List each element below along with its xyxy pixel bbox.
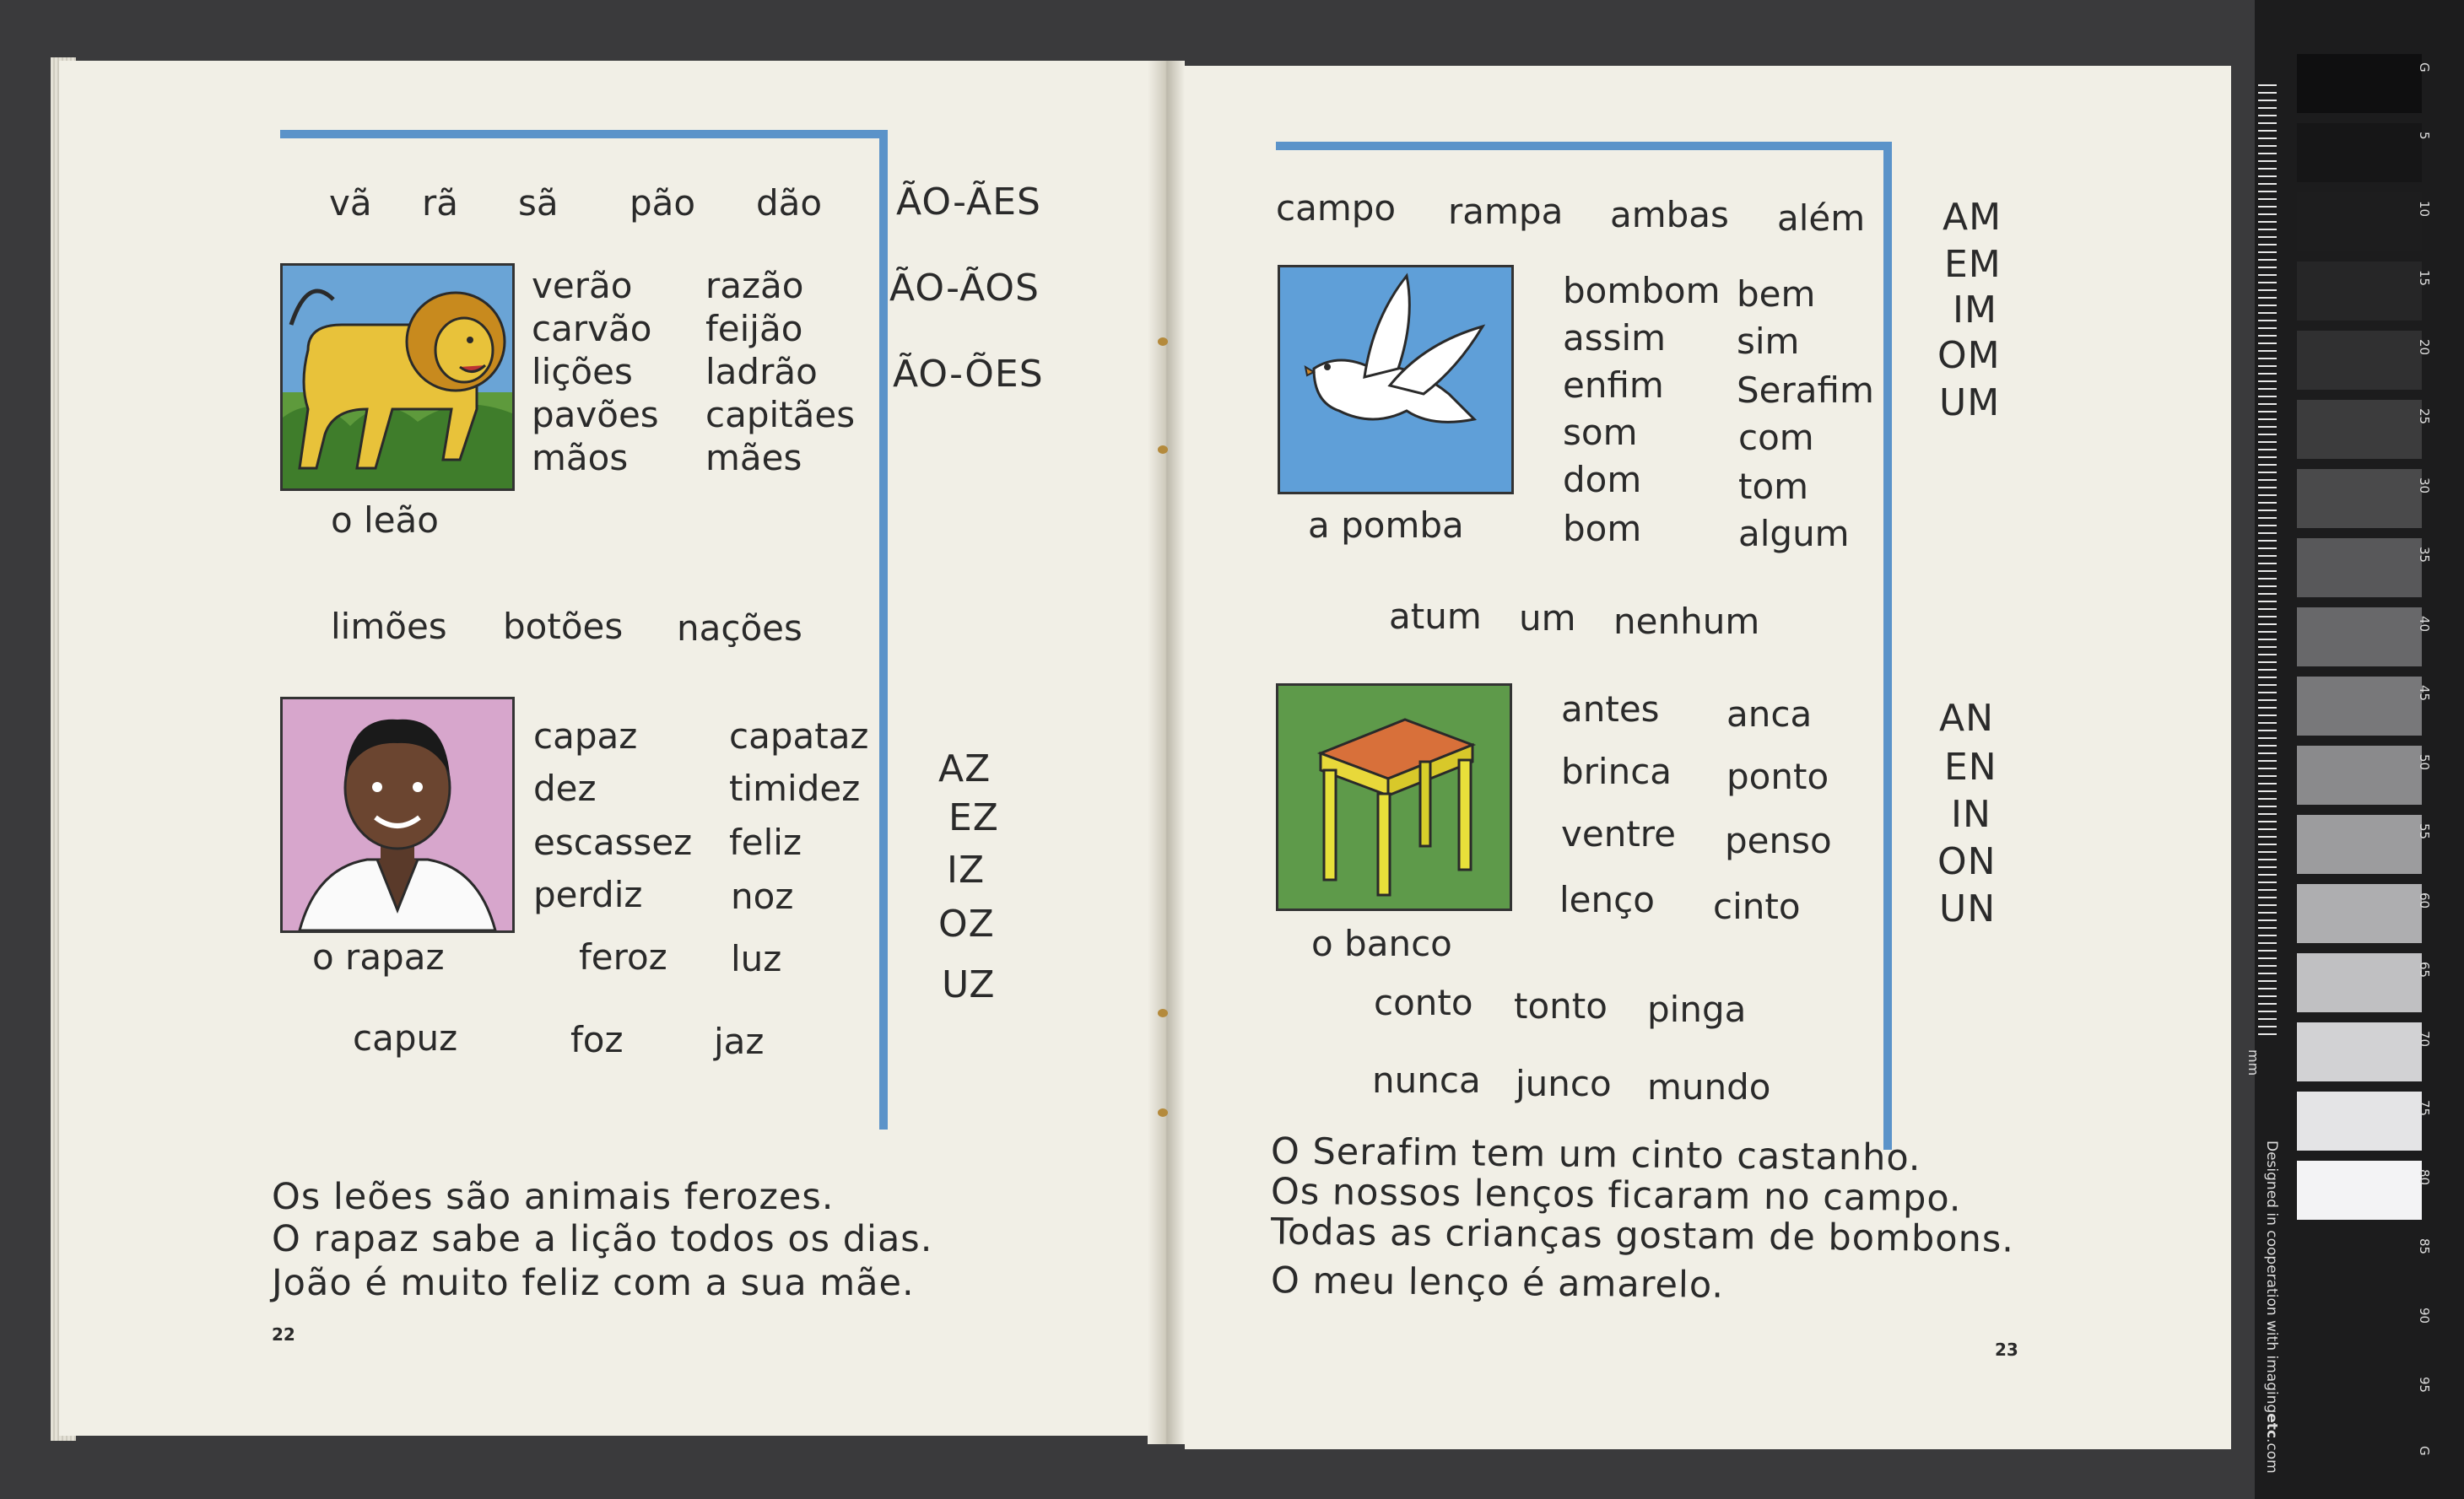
scale-label: 5 [2417, 132, 2432, 140]
credit-text [2263, 1140, 2280, 1474]
word: dez [533, 768, 597, 809]
word: foz [570, 1019, 624, 1060]
word: com [1738, 417, 1814, 458]
scale-label: 30 [2417, 477, 2432, 494]
word: lenço [1559, 879, 1655, 920]
sound-pattern: UM [1939, 381, 2001, 424]
gray-patch [2297, 677, 2422, 736]
sound-pattern: ÃO-ÃES [896, 181, 1041, 224]
word: escassez [533, 822, 693, 863]
sentence: Os nossos lenços ficaram no campo. [1270, 1170, 1962, 1221]
word: timidez [729, 768, 861, 809]
word: feijão [705, 308, 803, 349]
word: feliz [729, 822, 802, 863]
word: sim [1737, 321, 1800, 362]
word: nenhum [1613, 601, 1760, 642]
sound-pattern: AZ [938, 747, 992, 790]
word: algum [1738, 513, 1850, 554]
word: som [1563, 412, 1638, 453]
stitch [1158, 1108, 1168, 1117]
left-frame-top [280, 130, 888, 138]
sound-pattern: UZ [942, 963, 996, 1006]
word: Serafim [1737, 369, 1874, 411]
word: luz [731, 938, 782, 979]
word: tonto [1514, 985, 1608, 1027]
sound-pattern: AN [1939, 697, 1995, 740]
word: penso [1725, 820, 1832, 861]
gray-patch [2297, 400, 2422, 459]
word: verão [532, 265, 633, 306]
scale-label: 40 [2417, 616, 2432, 633]
credit-main: Designed in cooperation with imaging [2263, 1140, 2280, 1414]
word: mãos [532, 437, 629, 478]
word: vã [329, 182, 372, 224]
page-number: 23 [1995, 1340, 2018, 1360]
word: sã [518, 182, 559, 224]
scale-label: 20 [2417, 339, 2432, 356]
gray-patch [2297, 953, 2422, 1012]
word: bem [1737, 273, 1816, 315]
sentence: O meu lenço é amarelo. [1270, 1259, 1725, 1307]
word: nunca [1372, 1060, 1481, 1101]
word: botões [503, 606, 624, 647]
word: perdiz [533, 874, 643, 915]
sound-pattern: ON [1937, 840, 1997, 883]
sentence: O Serafim tem um cinto castanho. [1270, 1130, 1921, 1180]
scale-label: 60 [2417, 892, 2432, 909]
gray-patch [2297, 54, 2422, 113]
scale-label: 65 [2417, 962, 2432, 979]
word: anca [1726, 693, 1813, 735]
word: capitães [705, 394, 856, 435]
word: antes [1561, 688, 1660, 730]
stitch [1158, 337, 1168, 346]
scale-label: 80 [2417, 1169, 2432, 1186]
scale-label: 55 [2417, 823, 2432, 840]
gray-patch [2297, 815, 2422, 874]
word: um [1519, 597, 1576, 639]
left-frame-side [879, 130, 888, 1130]
word: junco [1516, 1063, 1612, 1104]
word: ventre [1561, 813, 1676, 855]
gray-patch [2297, 607, 2422, 666]
stool-icon [1278, 686, 1510, 909]
dove-icon [1280, 267, 1511, 492]
credit-brand: etc [2263, 1413, 2280, 1439]
boy-icon [283, 699, 512, 930]
sound-pattern: EN [1944, 746, 1997, 789]
word: bombom [1563, 270, 1721, 311]
gray-patch [2297, 123, 2422, 182]
mm-ruler [2258, 84, 2277, 1038]
gray-patch [2297, 1161, 2422, 1220]
stitch [1158, 1009, 1168, 1017]
caption: o leão [331, 499, 439, 541]
page-number: 22 [272, 1324, 295, 1345]
scale-label: G [2417, 1446, 2432, 1456]
scale-label: 75 [2417, 1100, 2432, 1117]
word: cinto [1713, 886, 1801, 927]
gray-patch [2297, 331, 2422, 390]
word: mundo [1647, 1066, 1771, 1108]
gray-patch [2297, 538, 2422, 597]
sound-pattern: AM [1943, 196, 2002, 239]
scale-label: 15 [2417, 270, 2432, 287]
word: atum [1389, 596, 1482, 637]
word: carvão [532, 308, 652, 349]
scale-label: 25 [2417, 408, 2432, 425]
word: dom [1563, 459, 1642, 500]
word: assim [1563, 317, 1667, 359]
word: capaz [533, 715, 638, 757]
sound-pattern: ÃO-ÃOS [889, 267, 1040, 310]
gray-patch [2297, 746, 2422, 805]
word: capataz [729, 715, 869, 757]
sound-pattern: OM [1937, 334, 2001, 377]
word: limões [331, 606, 447, 647]
word: além [1777, 197, 1866, 239]
sound-pattern: ÃO-ÕES [893, 353, 1044, 396]
word: pavões [532, 394, 659, 435]
scale-label: 45 [2417, 685, 2432, 702]
word: conto [1374, 982, 1473, 1023]
scale-label: 95 [2417, 1377, 2432, 1394]
caption: o banco [1311, 923, 1452, 964]
scale-label: 70 [2417, 1031, 2432, 1048]
stool-illustration [1276, 683, 1512, 911]
sound-pattern: EZ [948, 796, 999, 839]
sentence: O rapaz sabe a lição todos os dias. [272, 1218, 933, 1260]
lion-illustration [280, 263, 515, 491]
right-frame-top [1276, 142, 1892, 150]
word: brinca [1561, 751, 1672, 792]
boy-illustration [280, 697, 515, 933]
word: pinga [1647, 989, 1747, 1030]
word: lições [532, 351, 633, 392]
ruler-unit: mm [2245, 1049, 2261, 1076]
word: nações [677, 607, 802, 649]
word: mães [705, 437, 802, 478]
caption: a pomba [1308, 504, 1464, 546]
word: ladrão [705, 351, 818, 392]
sound-pattern: IM [1953, 288, 1997, 332]
word: noz [731, 876, 794, 917]
dove-illustration [1278, 265, 1514, 494]
scale-label: G [2417, 62, 2432, 73]
word: pão [630, 182, 696, 224]
sentence: Os leões são animais ferozes. [272, 1176, 835, 1218]
word: jaz [714, 1021, 765, 1062]
book-gutter [1148, 61, 1185, 1444]
gray-patch [2297, 192, 2422, 251]
gray-patch [2297, 1022, 2422, 1081]
gray-patch [2297, 1092, 2422, 1151]
sound-pattern: EM [1944, 243, 2002, 286]
scale-label: 90 [2417, 1308, 2432, 1324]
word: campo [1276, 187, 1397, 229]
sound-pattern: UN [1939, 887, 1997, 930]
scale-label: 10 [2417, 201, 2432, 218]
word: enfim [1563, 364, 1664, 406]
gray-patch [2297, 469, 2422, 528]
sentence: Todas as crianças gostam de bombons. [1270, 1211, 2015, 1261]
word: rã [422, 182, 459, 224]
scale-label: 50 [2417, 754, 2432, 771]
word: ambas [1610, 194, 1729, 235]
word: bom [1563, 508, 1642, 549]
word: ponto [1726, 756, 1829, 797]
right-frame-side [1883, 142, 1892, 1150]
scale-label: 85 [2417, 1238, 2432, 1255]
gray-patch [2297, 262, 2422, 321]
sound-pattern: OZ [938, 903, 995, 946]
sound-pattern: IZ [947, 849, 986, 892]
credit-suffix: .com [2263, 1438, 2280, 1474]
caption: o rapaz [312, 936, 445, 978]
sound-pattern: IN [1951, 793, 1991, 836]
sentence: João é muito feliz com a sua mãe. [272, 1262, 915, 1304]
word: tom [1738, 466, 1809, 507]
gray-patch [2297, 884, 2422, 943]
word: rampa [1448, 191, 1564, 232]
stitch [1158, 445, 1168, 454]
word: capuz [353, 1017, 458, 1059]
word: feroz [579, 936, 667, 978]
scale-label: 35 [2417, 547, 2432, 563]
lion-icon [283, 266, 512, 488]
word: dão [756, 182, 823, 224]
word: razão [705, 265, 804, 306]
